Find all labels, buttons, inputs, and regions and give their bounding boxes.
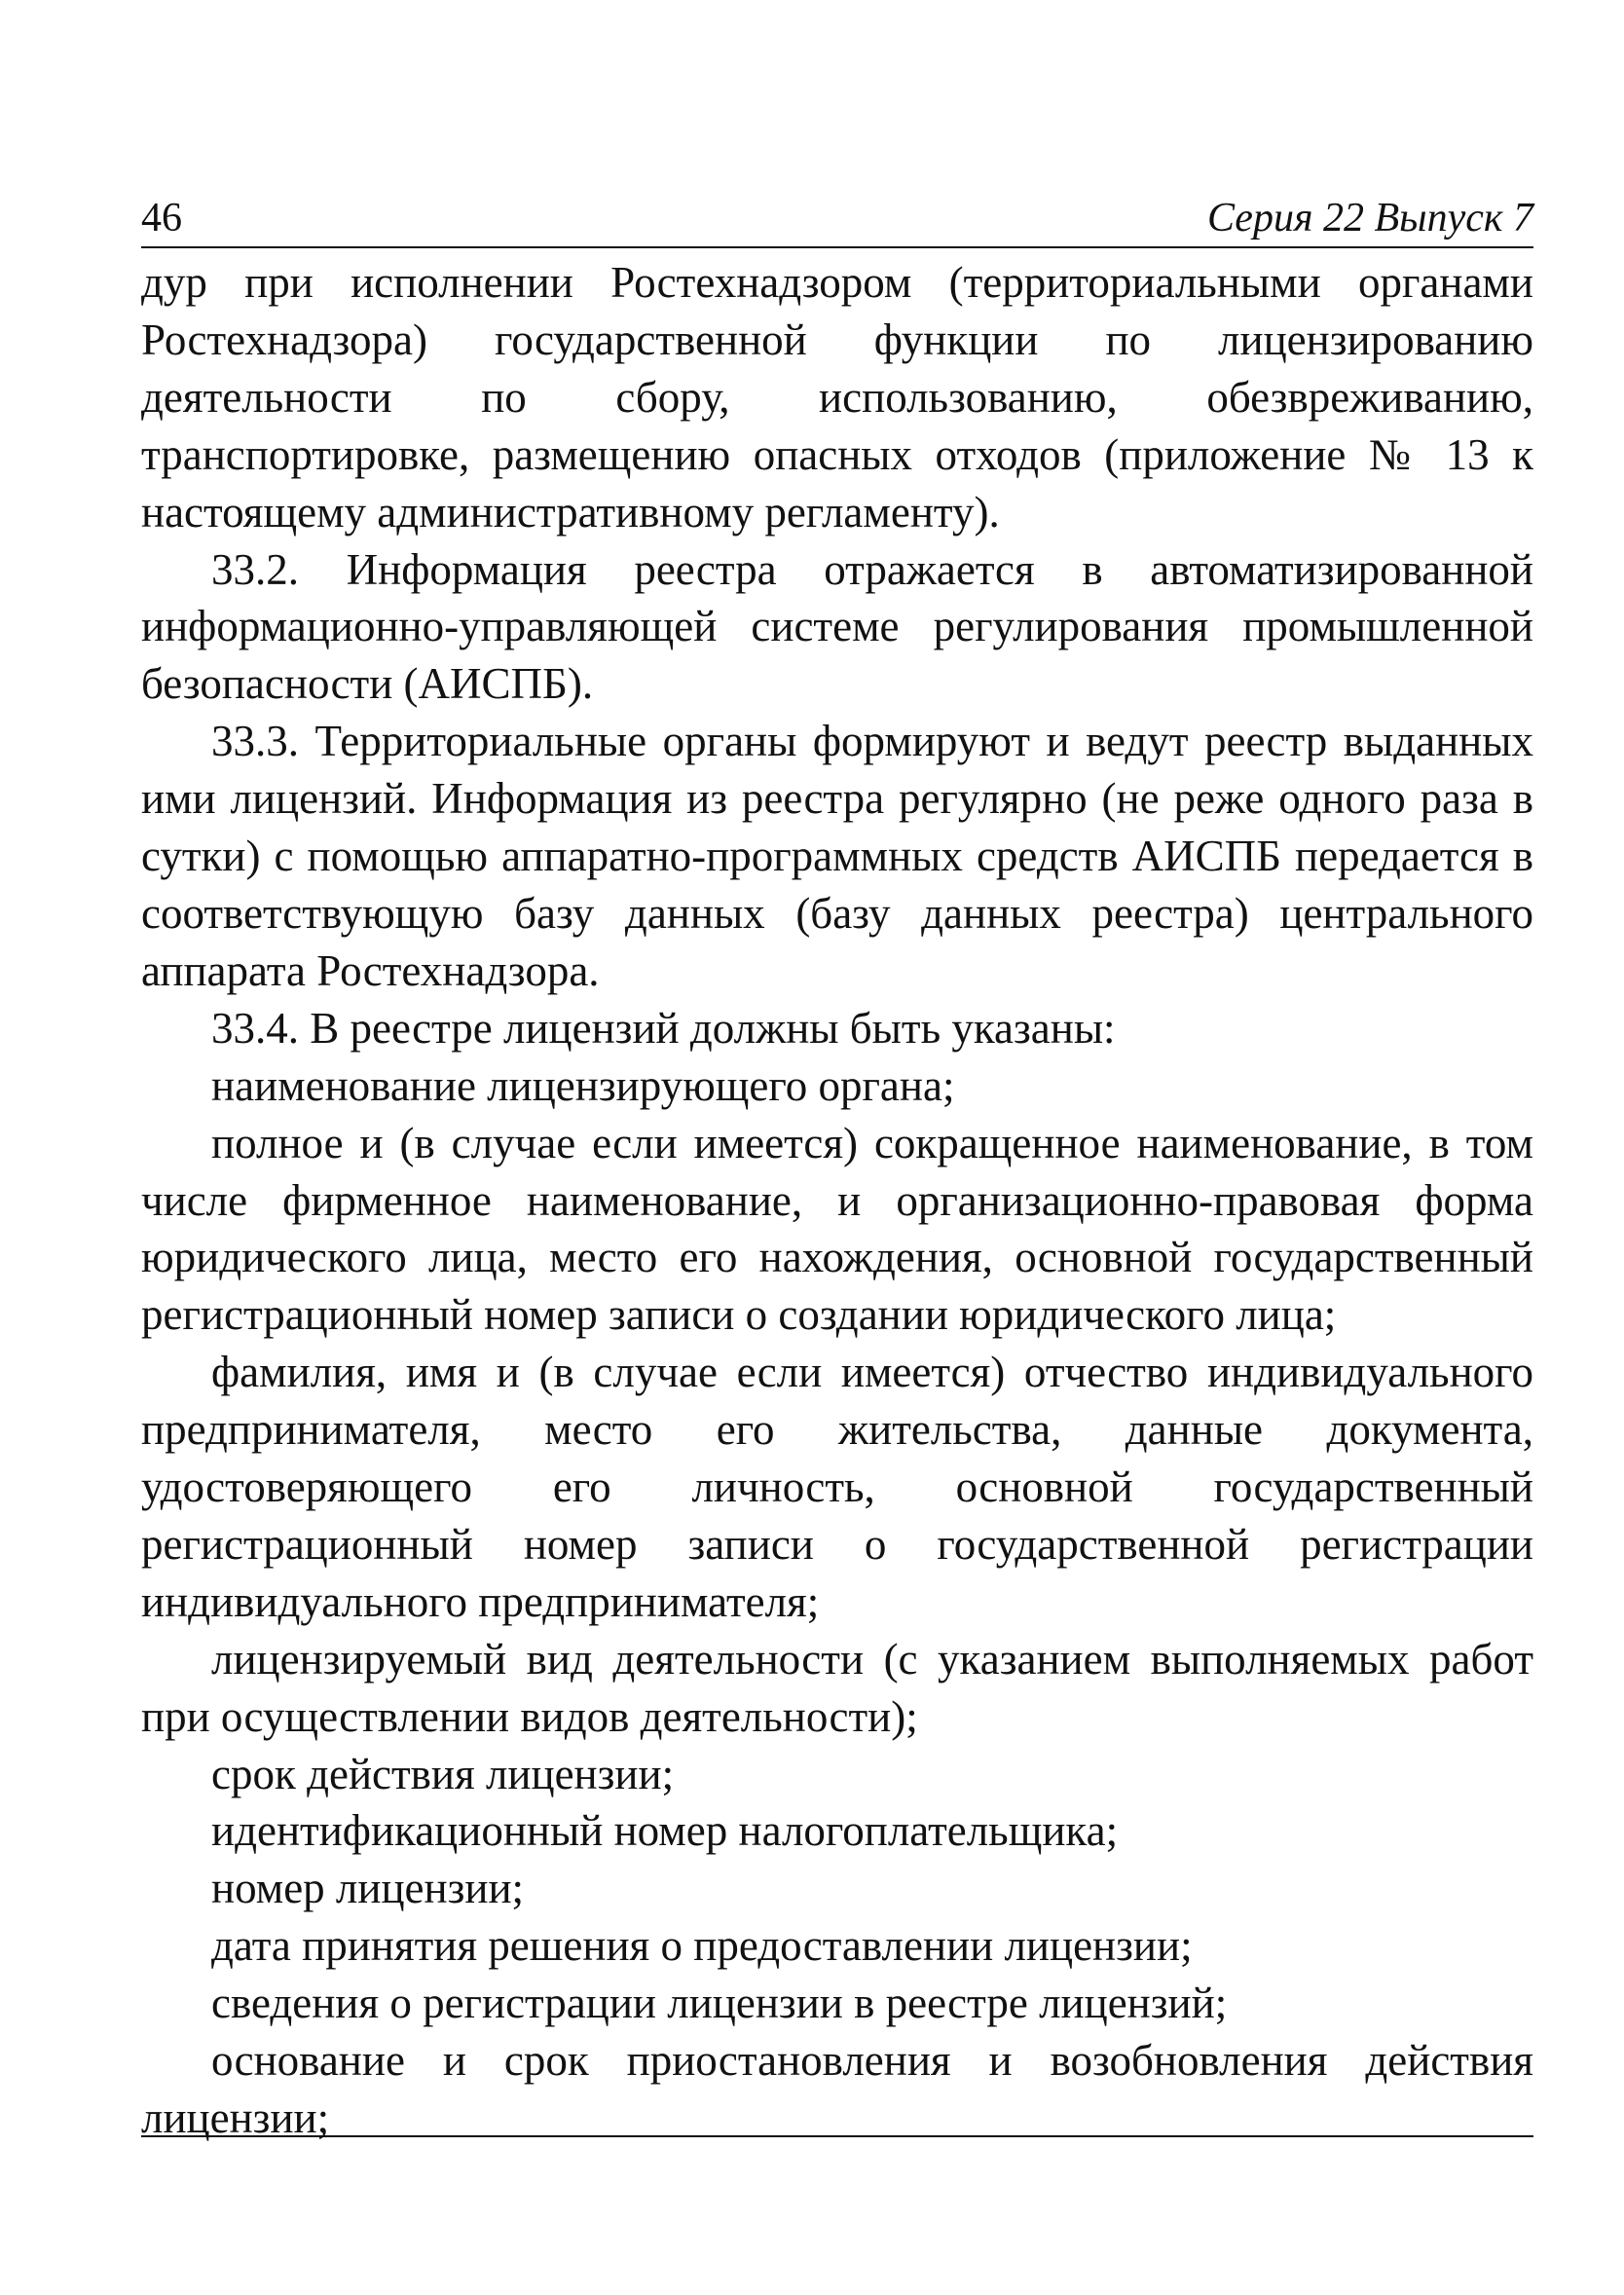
list-item: основание и срок приостановления и возобновления действия лицензии; (141, 2036, 1533, 2142)
list-item: дата принятия решения о предоставлении лицензии; (211, 1921, 1193, 1971)
list-item: фамилия, имя и (в случае если имеется) отчество индивидуального предпринимателя, место его жительства, данные документа, удостоверяющего его личность, основной государственный регистрационный номер записи о государственной регистрации индивидуального предпринимателя; (141, 1348, 1533, 1626)
list-item: наименование лицензирующего органа; (211, 1060, 955, 1110)
list-item: идентификационный номер налогоплательщика; (211, 1806, 1119, 1856)
list-item: срок действия лицензии; (211, 1749, 675, 1798)
list-item: сведения о регистрации лицензии в реестре лицензий; (211, 1979, 1228, 2028)
document-page (141, 190, 1533, 2147)
page-number: 46 (141, 196, 182, 241)
paragraph: 33.2. Информация реестра отражается в автоматизированной информационно-управляющей системе регулирования промышленной безопасности (АИСПБ). (141, 544, 1533, 709)
footer-rule (141, 2135, 1533, 2137)
paragraph: дур при исполнении Ростехнадзором (территориальными органами Ростехнадзора) государственной функции по лицензированию деятельности по сбору, использованию, обезвреживанию, транспортировке, размещению опасных отходов (приложение № 13 к настоящему административному регламенту). (141, 258, 1533, 537)
body-text (141, 254, 1533, 2147)
list-item: полное и (в случае если имеется) сокращенное наименование, в том числе фирменное наименование, и организационно-правовая форма юридического лица, место его нахождения, основной государственный регистрационный номер записи о создании юридического лица; (141, 1118, 1533, 1340)
running-title: Серия 22 Выпуск 7 (1207, 196, 1533, 241)
list-item: лицензируемый вид деятельности (с указанием выполняемых работ при осуществлении видов деятельности); (141, 1634, 1533, 1741)
list-item: номер лицензии; (211, 1864, 525, 1913)
paragraph: 33.3. Территориальные органы формируют и ведут реестр выданных ими лицензий. Информация из реестра регулярно (не реже одного раза в сутки) с помощью аппаратно-программных средств АИСПБ передается в соответствующую базу данных (базу данных реестра) центрального аппарата Ростехнадзора. (141, 717, 1533, 995)
paragraph: 33.4. В реестре лицензий должны быть указаны: (211, 1003, 1116, 1053)
page-header (141, 190, 1533, 248)
